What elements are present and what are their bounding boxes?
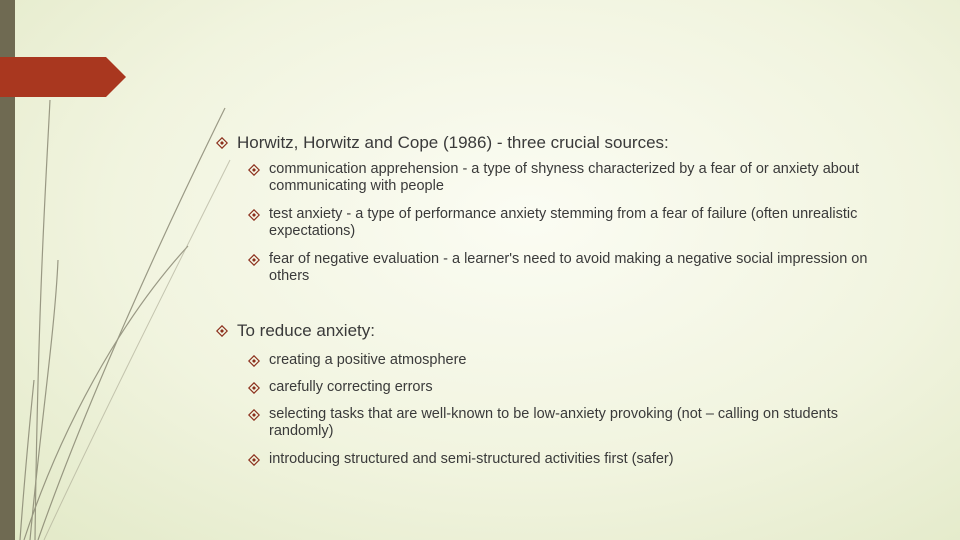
diamond-bullet-icon [248, 409, 260, 421]
diamond-bullet-icon [248, 382, 260, 394]
item-text: creating a positive atmosphere [269, 352, 467, 368]
bullet-structured-activities [248, 451, 899, 468]
bullet-positive-atmosphere [248, 352, 899, 369]
item-text: introducing structured and semi-structured activities first (safer) [269, 451, 674, 467]
item-text: selecting tasks that are well-known to be low-anxiety provoking (not – calling on students randomly) [269, 406, 839, 439]
item-text: carefully correcting errors [269, 379, 433, 395]
diamond-bullet-icon [248, 254, 260, 266]
item-text: fear of negative evaluation - a learner's need to avoid making a negative social impression on others [269, 251, 868, 284]
item-text: test anxiety - a type of performance anxiety stemming from a fear of failure (often unrealistic expectations) [269, 206, 858, 239]
bullet-reduce-anxiety-heading [216, 321, 897, 341]
bullet-selecting-tasks [248, 406, 899, 440]
bullet-fear-of-negative-evaluation [248, 251, 899, 285]
diamond-bullet-icon [216, 325, 228, 337]
item-text: communication apprehension - a type of shyness characterized by a fear of or anxiety about communicating with people [269, 161, 859, 194]
bullet-test-anxiety [248, 206, 899, 240]
heading-text: To reduce anxiety: [237, 321, 375, 340]
bullet-sources-heading [216, 133, 897, 153]
diamond-bullet-icon [248, 454, 260, 466]
heading-text: Horwitz, Horwitz and Cope (1986) - three crucial sources: [237, 133, 669, 152]
diamond-bullet-icon [248, 355, 260, 367]
diamond-bullet-icon [248, 209, 260, 221]
bullet-correcting-errors [248, 379, 899, 396]
diamond-bullet-icon [216, 137, 228, 149]
diamond-bullet-icon [248, 164, 260, 176]
bullet-communication-apprehension [248, 161, 899, 195]
